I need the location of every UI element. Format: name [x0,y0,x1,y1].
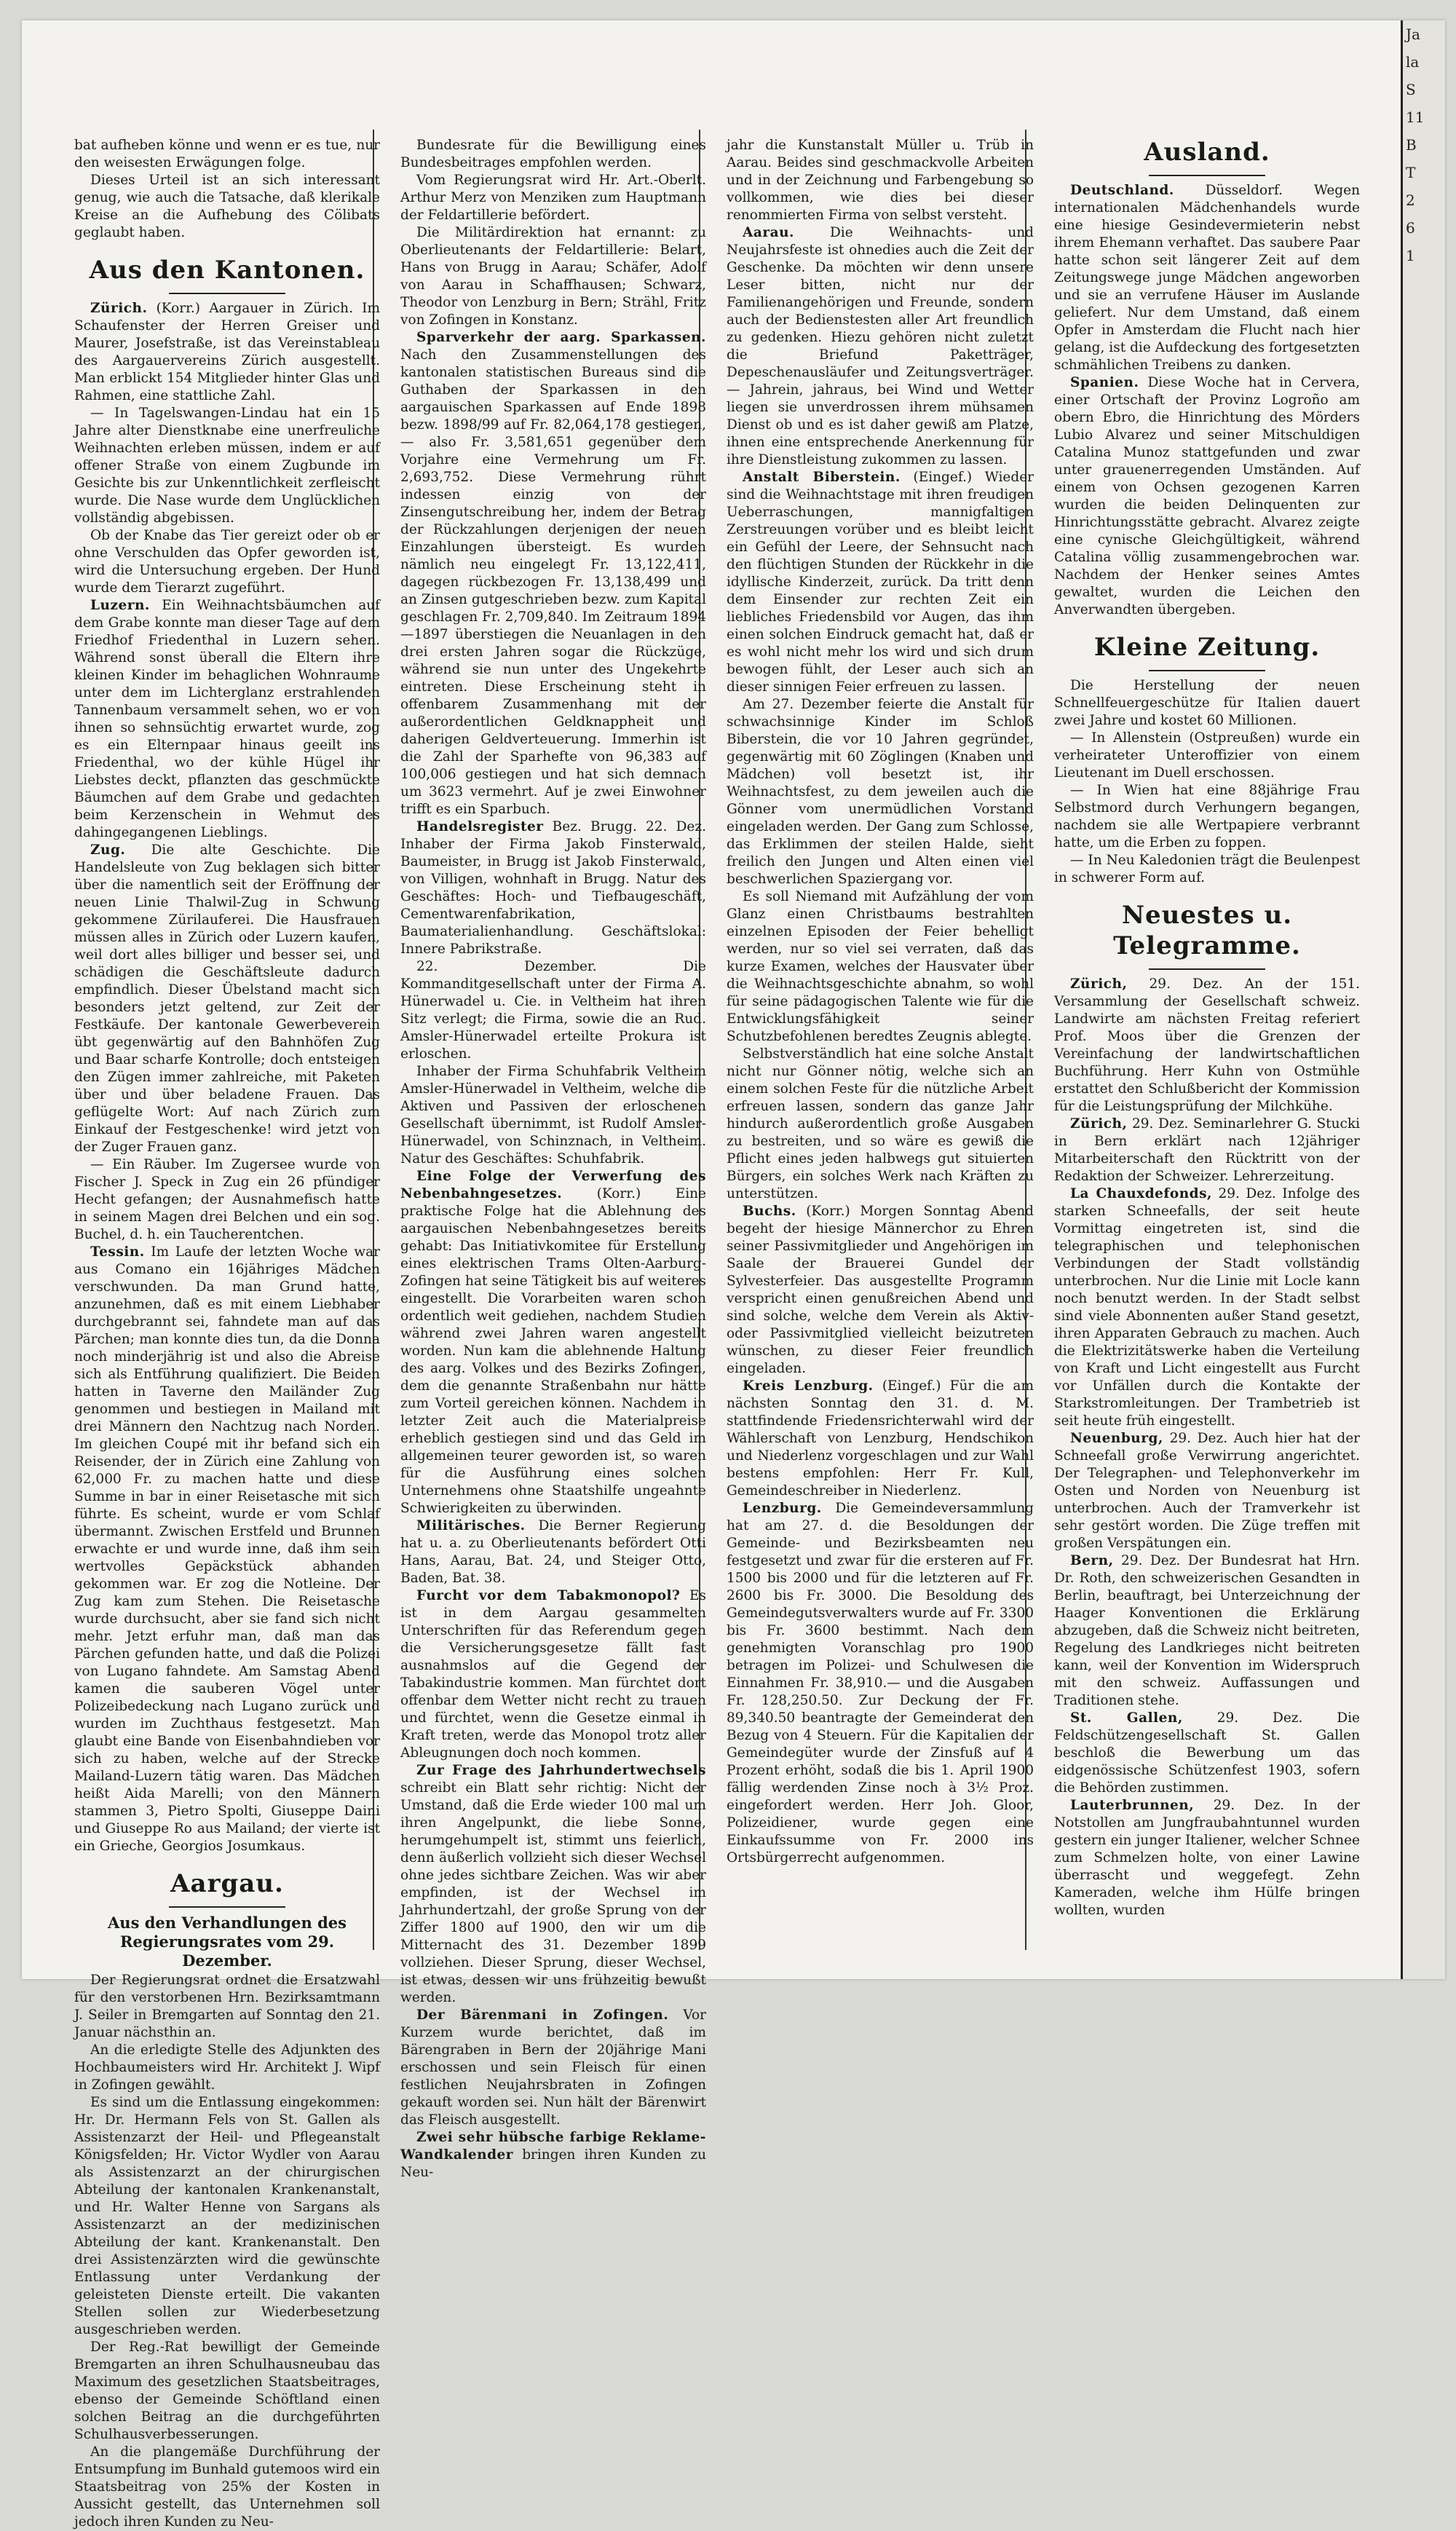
article [400,958,706,1063]
paragraph: — In Allenstein (Ostpreußen) wurde ein verheirateter Unteroffizier von einem Lieutenant im Duell erschossen. [1054,730,1360,781]
article-text: Ein Weihnachtsbäumchen auf dem Grabe konnte man dieser Tage auf dem Friedhof Friedenthal in Luzern sehen. Während sonst überall die Eltern ihre kleinen Kinder im behaglichen Wohnraume unter dem im Lichterglanz erstrahlenden Tannenbaum versammelt sehen, wo er von ihnen so sehnsüchtig erwartet wurde, zog es ein Elternpaar hinaus geeilt ins Friedenthal, wo der kühle Hügel ihr Liebstes deckt, pflanzten das geschmückte Bäumchen auf dem Grabe und gedachten beim Kerzenschein in Wehmut des dahingegangenen Lieblings. [74,598,381,840]
article [1054,1116,1360,1185]
article [74,527,380,597]
article-text: 29. Dez. An der 151. Versammlung der Gesellschaft schweiz. Landwirte am nächsten Freitag referiert Prof. Moos über die Grenzen der Vereinfachung der landwirtschaftlichen Buchführung. Herr Kuhn von Ostmühle erstattet den Schlußbericht der Kommission für die Leistungsprüfung der Milchkühe. [1054,976,1360,1114]
article-keyword: Zwei sehr hübsche farbige Reklame-Wandkalender [400,2130,706,2163]
article-text: Diese Woche hat in Cervera, einer Ortschaft der Provinz Logroño am obern Ebro, die Hinrichtung des Mörders Lubio Alvarez und seiner Mitschuldigen Catalina Munoz stattgefunden und zwar unter grauenerregenden Umständen. Auf einem von Ochsen gezogenen Karren wurden die beiden Delinquenten zur Hinrichtungsstätte gebracht. Alvarez zeigte eine cynische Gleichgültigkeit, während Catalina völlig zusammengebrochen war. Nachdem der Henker seines Amtes gewaltet, wurden die Leichen den Anverwandten übergeben. [1054,375,1360,617]
paragraph: 6 [1406,219,1415,237]
article-text: Die Gemeindeversammlung hat am 27. d. die Besoldungen der Gemeinde- und Bezirksbeamten neu festgesetzt und zwar für die ersteren auf Fr. 1500 bis 2000 und für die letzteren auf Fr. 2600 bis Fr. 3000. Die Besoldung des Gemeindegutsverwalters wurde auf Fr. 3300 bis Fr. 3600 bestimmt. Nach dem genehmigten Voranschlag pro 1900 betragen im Polizei- und Schulwesen die Einnahmen Fr. 38,910.— und die Ausgaben Fr. 128,250.50. Zur Deckung der Fr. 89,340.50 beantragte der Gemeinderat den Bezug von 4 Steuern. Für die Kapitalien der Gemeindegüter wurde der Zinsfuß auf 4 Prozent erhöht, sodaß die bis 1. April 1900 fällig werdenden Zinse noch à 3½ Proz. eingefordert werden. Herr Joh. Gloor, Polizeidiener, wurde gegen eine Einkaufssumme von Fr. 2000 ins Ortsbürgerrecht aufgenommen. [727,1501,1034,1865]
article-keyword: Zürich. [90,301,148,316]
article [74,405,380,527]
paragraph: Die Herstellung der neuen Schnellfeuergeschütze für Italien dauert zwei Jahre und kostet 60 Millionen. [1054,678,1360,728]
article [1054,1710,1360,1797]
article-keyword: Eine Folge der Verwerfung des Nebenbahngesetzes. [400,1169,706,1201]
article [1054,374,1360,619]
paragraph: Vom Regierungsrat wird Hr. Art.-Oberlt. Arthur Merz von Menziken zum Hauptmann der Feldartillerie befördert. [400,173,706,223]
article-text: 29. Dez. In der Notstollen am Jungfraubahntunnel wurden gestern ein junger Italiener, welcher Schnee zum Schmelzen holte, von einer Lawine überrascht und weggefegt. Zehn Kameraden, welche ihm Hülfe bringen wollten, wurden [1054,1798,1360,1918]
article-list [74,300,380,1855]
article-text: schreibt ein Blatt sehr richtig: Nicht der Umstand, daß die Erde wieder 100 mal um ihren Angelpunkt, die liebe Sonne, herumgehumpelt ist, stimmt uns feierlich, denn äußerlich vollzieht sich dieser Wechsel ohne jedes sichtbare Zeichen. Was wir aber empfinden, ist der Wechsel im Jahrhundertzahl, der große Sprung von der Ziffer 1800 auf 1900, den wir um die Mitternacht des 31. Dezember 1899 vollziehen. Dieser Sprung, dieser Wechsel, ist etwas, dessen wir uns frühzeitig bewußt werden. [400,1780,706,2005]
article [74,1156,380,1244]
paragraph: Ja [1406,25,1420,43]
paragraph: 2 [1406,191,1415,209]
article [400,1517,706,1587]
article-text: Die Berner Regierung hat u. a. zu Oberlieutenants befördert Otti Hans, Aarau, Bat. 24, und Steiger Otto, Baden, Bat. 38. [400,1518,706,1586]
article-keyword: Neuenburg, [1070,1431,1163,1446]
article [727,1203,1034,1378]
article [400,818,706,958]
article-text: Ob der Knabe das Tier gereizt oder ob er ohne Verschulden das Opfer geworden ist, wird die Untersuchung ergeben. Der Hund wurde dem Tierarzt zugeführt. [74,528,380,596]
article-keyword: Der Bärenmani in Zofingen. [416,2007,669,2023]
article-keyword: Luzern. [90,598,150,613]
subheading: Aus den Verhandlungen des Regierungsrates vom 29. Dezember. [108,1914,347,1970]
article-text: Bez. Brugg. 22. Dez. Inhaber der Firma Jakob Finsterwald, Baumeister, in Brugg ist Jakob Finsterwald, von Villigen, wohnhaft in Brugg. Natur des Geschäftes: Hoch- und Tiefbaugeschäft, Cementwarenfabrikation, Baumaterialienhandlung. Geschäftslokal: Innere Pabrikstraße. [400,819,706,957]
article [400,1063,706,1168]
heading-rule [1149,968,1265,970]
article [400,1168,706,1517]
article-text: — Ein Räuber. Im Zugersee wurde von Fischer J. Speck in Zug ein 26 pfündiger Hecht gefangen; der Ausnahmefisch hatte in seinem Magen drei Belchen und ein sog. Buchel, d. h. ein Taucherentchen. [74,1157,380,1242]
article [727,696,1034,888]
article-text: Nach den Zusammenstellungen des kantonalen statistischen Bureaus sind die Guthaben der Sparkassen in den aargauischen Sparkassen auf Ende 1898 bezw. 1898/99 auf Fr. 82,064,178 gestiegen, — also Fr. 3,581,651 gegenüber dem Vorjahre eine Vermehrung um Fr. 2,693,752. Diese Vermehrung rührt indessen einzig von der Zinsengutschreibung her, indem der Betrag der Rückzahlungen derjenigen der neuen Einzahlungen übersteigt. Es wurden nämlich neu eingelegt Fr. 13,122,411, dagegen rückbezogen Fr. 13,138,499 und an Zinsen gutgeschrieben bezw. zum Kapital geschlagen Fr. 2,709,840. Im Zeitraum 1894—1897 überstiegen die Neuanlagen in den drei ersten Jahren sogar die Rückzüge, während sie nun unter des Ungekehrte eintreten. Diese Erscheinung steht in offenbarem Zusammenhang mit der außerordentlichen Geldknappheit und daherigen Geldverteuerung. Immerhin ist die Zahl der Sparhefte von 96,383 auf 100,006 gestiegen und hat sich demnach um 3623 vermehrt. Auf je zwei Einwohner trifft es ein Sparbuch. [400,347,706,817]
article-text: 29. Dez. Der Bundesrat hat Hrn. Dr. Roth, den schweizerischen Gesandten in Berlin, beauftragt, bei Unterzeichnung der Haager Konventionen die Erklärung abzugeben, daß die Schweiz nicht beitreten, Regelung des Landkrieges nicht beitreten kann, weil der Konvention im Widerspruch mit den schweiz. Auffassungen und Traditionen stehe. [1054,1553,1360,1708]
section-heading: Ausland. [1144,138,1270,167]
article-list [727,224,1034,1867]
section-heading: Kleine Zeitung. [1093,633,1321,662]
article-text: bringen ihren Kunden zu Neu- [400,2147,706,2180]
column-1 [74,137,381,2530]
article [1054,1430,1360,1552]
item-list [1054,677,1360,887]
section-heading: Aargau. [170,1869,284,1898]
paragraph: jahr die Kunstanstalt Müller u. Trüb in Aarau. Beides sind geschmackvolle Arbeiten und in der Zeichnung und Farbengebung so vollkommen, wie dies bei dieser renommierten Firma von selbst versteht. [727,138,1034,223]
article-keyword: Sparverkehr der aarg. Sparkassen. [416,330,706,345]
article-text: 22. Dezember. Die Kommanditgesellschaft unter der Firma A. Hünerwadel u. Cie. in Veltheim hat ihren Sitz verlegt; die Firma, sowie die an Rud. Amsler-Hünerwadel erteilte Prokura ist erloschen. [400,959,706,1062]
article-text: Die Weihnachts- und Neujahrsfeste ist ohnedies auch die Zeit der Geschenke. Da möchten wir denn unsere Leser bitten, nicht nur der Familienangehörigen und Freunde, sondern auch der Bedienstesten aller Art freundlich zu gedenken. Hiezu gehören nicht zuletzt die Briefund Paketträger, Depeschenausläufer und Zeitungsverträger. — Jahrein, jahraus, bei Wind und Wetter liegen sie unverdrossen ihrem mühsamen Dienst ob und es ist daher gewiß am Platze, ihnen eine entsprechende Anerkennung für ihre Dienstleistung zukommen zu lassen. [727,225,1034,467]
article-text: — In Tagelswangen-Lindau hat ein 15 Jahre alter Dienstknabe eine unerfreuliche Weihnachten erleben müssen, indem er auf offener Straße von einem Zugbunde im Gesichte bis zur Unkenntlichkeit zerfleischt wurde. Die Nase wurde dem Unglücklichen vollständig abgebissen. [74,406,380,526]
heading-rule [1149,670,1265,671]
article-keyword: Kreis Lenzburg. [743,1378,874,1394]
article [400,329,706,818]
article-text: Inhaber der Firma Schuhfabrik Veltheim Amsler-Hünerwadel in Veltheim, welche die Aktiven und Passiven der erloschenen Gesellschaft übernimmt, ist Rudolf Amsler-Hünerwadel, von Schinznach, in Veltheim. Natur des Geschäftes: Schuhfabrik. [400,1064,706,1166]
article [74,842,380,1156]
article-text: Selbstverständlich hat eine solche Anstalt nicht nur Gönner nötig, welche sich an einem solchen Feste für die nützliche Arbeit erfreuen lassen, sondern das ganze Jahr hindurch außerordentlich große Ausgaben zu bestreiten, und so wäre es gewiß die Pflicht eines jeden halbwegs gut situierten Bürgers, ein solches Werk nach Kräften zu unterstützen. [727,1046,1034,1201]
article [74,300,380,405]
article-keyword: Lenzburg. [743,1501,822,1516]
article-text: (Eingef.) Für die am nächsten Sonntag den 31. d. M. stattfindende Friedensrichterwahl wird der Wählerschaft von Lenzburg, Hendschikon und Niederlenz vorgeschlagen und zur Wahl bestens empfohlen: Herr Fr. Kull, Gemeindeschreiber in Niederlenz. [727,1378,1034,1499]
column-3 [727,137,1034,1950]
heading-rule [169,293,285,294]
paragraph: Der Reg.-Rat bewilligt der Gemeinde Bremgarten an ihren Schulhausneubau das Maximum des gesetzlichen Staatsbeitrages, ebenso der Gemeinde Schöftland einen solchen Beitrag an die durchgeführten Schulhausverbesserungen. [74,2340,380,2442]
article [400,1587,706,1762]
article-text: Am 27. Dezember feierte die Anstalt für schwachsinnige Kinder im Schloß Biberstein, die vor 10 Jahren gegründet, gegenwärtig mit 60 Zöglingen (Knaben und Mädchen) voll besetzt ist, ihr Weihnachtsfest, zu dem jeweilen auch die Gönner vom unermüdlichen Vorstand eingeladen werden. Der Gang zum Schlosse, das Erklimmen der steilen Halde, sieht freilich den Jungen und Alten einen viel beschwerlichen Spaziergang vor. [727,697,1034,887]
article-text: Es soll Niemand mit Aufzählung der vom Glanz einen Christbaums bestrahlten einzelnen Episoden der Feier behelligt werden, nur so viel sei verraten, daß das kurze Examen, welches der Hausvater über die Weihnachtsgeschichte abnahm, so wohl für seine pädagogischen Talente wie für die Entwicklungsfähigkeit seiner Schutzbefohlenen beredtes Zeugnis ablegte. [727,889,1034,1044]
article [1054,1185,1360,1430]
paragraph: Die Militärdirektion hat ernannt: zu Oberlieutenants der Feldartillerie: Belart, Hans von Brugg in Aarau; Schäfer, Adolf von Aarau in Schaffhausen; Schwarz, Theodor von Lenzburg in Bern; Strähl, Fritz von Zofingen in Konstanz. [400,225,706,328]
article [727,1046,1034,1203]
column-2 [400,137,706,2180]
article-keyword: Anstalt Biberstein. [743,470,901,485]
heading-rule [169,1906,285,1908]
article [727,888,1034,1046]
article-keyword: Zürich, [1070,976,1128,992]
article [400,2129,706,2181]
article-keyword: Buchs. [743,1204,796,1219]
article-keyword: Zur Frage des Jahrhundertwechsels [416,1763,706,1778]
article-list [1054,182,1360,619]
article [727,1500,1034,1867]
article-keyword: La Chauxdefonds, [1070,1186,1212,1201]
edge-text [1403,20,1445,269]
paragraph: An die erledigte Stelle des Adjunkten des Hochbaumeisters wird Hr. Architekt J. Wipf in Zofingen gewählt. [74,2042,380,2093]
article-text: (Korr.) Aargauer in Zürich. Im Schaufenster der Herren Greiser und Maurer, Josefstraße, ist das Vereinstableau des Aargauervereins Zürich ausgestellt. Man erblickt 154 Mitglieder hinter Glas und Rahmen, eine stattliche Zahl. [74,301,380,403]
paragraph: An die plangemäße Durchführung der Entsumpfung im Bunhald gutemoos wird ein Staatsbeitrag von 25% der Kosten in Aussicht gestellt, das Unternehmen soll jedoch ihren Kunden zu Neu- [74,2444,380,2530]
article-keyword: Tessin. [90,1244,145,1260]
paragraph: T [1406,164,1416,181]
section-heading: Aus den Kantonen. [89,256,365,285]
paragraph: Der Regierungsrat ordnet die Ersatzwahl für den verstorbenen Hrn. Bezirksamtmann J. Seiler in Bremgarten auf Sonntag den 21. Januar nächsthin an. [74,1973,380,2040]
article-text: Es ist in dem Aargau gesammelten Unterschriften für das Referendum gegen die Versicherungsgesetze fällt fast ausnahmslos auf die Gegend der Tabakindustrie kommen. Man fürchtet dort offenbar dem Wetter nicht recht zu trauen und fürchtet, wenn die Gesetze einmal in Kraft treten, werde das Monopol trotz aller Ableugnungen doch noch kommen. [400,1588,706,1761]
article [727,1378,1034,1500]
adjacent-page-strip [1401,20,1445,1979]
newspaper-page [22,20,1445,2530]
article-keyword: Spanien. [1070,375,1139,390]
paragraph: S [1406,81,1416,98]
article [400,2007,706,2129]
article-keyword: Zürich, [1070,1116,1128,1132]
paragraph: B [1406,136,1417,154]
article-keyword: Aarau. [743,225,794,240]
article-keyword: St. Gallen, [1070,1710,1183,1726]
article-text: 29. Dez. Auch hier hat der Schneefall große Verwirrung angerichtet. Der Telegraphen- und Telephonverkehr im Osten und Norden von Neuenburg ist unterbrochen. Auch der Tramverkehr ist sehr gestört worden. Die Züge treffen mit großen Verspätungen ein. [1054,1431,1360,1551]
article-text: Vor Kurzem wurde berichtet, daß im Bärengraben in Bern der 20jährige Mani erschossen und sein Fleisch für einen festlichen Neujahrsbraten in Zofingen gekauft worden sei. Nun hält der Bärenwirt das Fleisch ausgestellt. [400,2007,706,2128]
item-list [400,137,706,329]
paragraph: Es sind um die Entlassung eingekommen: Hr. Dr. Hermann Fels von St. Gallen als Assistenzarzt der Heil- und Pflegeanstalt Königsfelden; Hr. Victor Wydler von Aarau als Assistenzarzt an der chirurgischen Abteilung der kantonalen Krankenanstalt, und Hr. Walter Henne von Sargans als Assistenzarzt an der medizinischen Abteilung der kant. Krankenanstalt. Den drei Assistenzärzten wird die gewünschte Entlassung unter Verdankung der geleisteten Dienste erteilt. Die vakanten Stellen sollen zur Wiederbesetzung ausgeschrieben werden. [74,2095,380,2337]
article [727,224,1034,469]
article [74,1244,380,1855]
paragraph: bat aufheben könne und wenn er es tue, nur den weisesten Erwägungen folge. [74,138,380,170]
article-keyword: Zug. [90,842,126,858]
article [74,597,380,842]
article [1054,1797,1360,1919]
article-keyword: Bern, [1070,1553,1114,1568]
column-4 [1054,137,1360,1950]
article-keyword: Lauterbrunnen, [1070,1798,1195,1813]
article-text: (Korr.) Eine praktische Folge hat die Ablehnung des aargauischen Nebenbahngesetzes bereits gehabt: Das Initiativkomitee für Erstellung eines elektrischen Trams Olten-Aarburg-Zofingen hat seine Tätigkeit bis auf weiteres eingestellt. Die Vorarbeiten waren schon ordentlich weit gediehen, nachdem Studien während zwei Jahren waren angestellt worden. Nun kam die ablehnende Haltung des aarg. Volkes und des Bezirks Zofingen, dem die genannte Straßenbahn nur hätte zum Vorteil gereichen können. Nachdem in letzter Zeit auch die Materialpreise erheblich gestiegen sind und das Geld im allgemeinen teurer geworden ist, so waren für die Ausführung eines solchen Unternehmens ohne Staatshilfe ungeahnte Schwierigkeiten zu überwinden. [400,1186,706,1516]
article-text: Die alte Geschichte. Die Handelsleute von Zug beklagen sich bitter über die namentlich seit der Eröffnung der neuen Linie Thalwil-Zug in Schwung gekommene Zürilauferei. Die Hausfrauen müssen alles in Zürich oder Luzern kaufen, weil dort alles billiger und besser sei, und schädigen die Geschäftsleute dadurch empfindlich. Dieser Übelstand macht sich besonders jetzt geltend, zur Zeit der Festkäufe. Der kantonale Gewerbeverein übt gegenwärtig auf den Bahnhöfen Zug und Baar scharfe Kontrolle; doch entsteigen den Zügen immer zahlreiche, mit Paketen über und über beladene Frauen. Das geflügelte Wort: Auf nach Zürich zum Einkauf der Festgeschenke! wird jetzt von der Zuger Frauen ganz. [74,842,380,1155]
paragraph: 11 [1406,108,1425,126]
heading-rule [1149,175,1265,176]
article-text: (Eingef.) Wieder sind die Weihnachtstage mit ihren freudigen Ueberraschungen, mannigfaltigen Zerstreuungen vorüber und es bleibt leicht ein Gefühl der Leere, der Sehnsucht nach den flüchtigen Stunden der Rückkehr in die idyllische Kinderzeit, zurück. Da tritt denn dem Einsender zur rechten Zeit ein liebliches Friedensbild vor Augen, das ihm einen solchen Eindruck gemacht hat, daß er es wohl nicht mehr los wird und sich drum bewogen fühlt, der Leser auch sich an dieser sinnigen Feier erfreuen zu lassen. [727,470,1034,695]
article-text: Im Laufe der letzten Woche war aus Comano ein 16jähriges Mädchen verschwunden. Da man Grund hatte, anzunehmen, daß es mit einem Liebhaber durchgebrannt sei, fahndete man auf das Pärchen; man konnte dies tun, da die Donna noch minderjährig ist und also die Abreise sich als Entführung qualifiziert. Die Beiden hatten in Taverne den Mailänder Zug genommen und bestiegen in Mailand mit drei Männern den Nachtzug nach Norden. Im gleichen Coupé mit ihr befand sich ein Reisender, der in Zürich eine Zahlung von 62,000 Fr. zu machen hatte und diese Summe in bar in einer Reisetasche mit sich führte. Es scheint, wurde er vom Schlaf übermannt. Zwischen Erstfeld und Brunnen erwachte er und wurde inne, daß ihm sein wertvolles Gepäckstück abhanden gekommen war. Er zog die Notleine. Der Zug kam zum Stehen. Die Reisetasche wurde durchsucht, aber sie fand sich nicht mehr. Jetzt erfuhr man, daß man das Pärchen gefunden hatte, und daß die Polizei von Lugano fahndete. Am Samstag Abend kamen die sauberen Vögel unter Polizeibedeckung nach Lugano zurück und wurden im Zuchthaus festgesetzt. Man glaubt eine Bande von Eisenbahndieben vor sich zu haben, welche auf der Strecke Mailand-Luzern tätig waren. Das Mädchen heißt Aida Marelli; von den Männern stammen 3, Pietro Spolti, Giuseppe Daini und Giuseppe Ro aus Mailand; der vierte ist ein Grieche, Georgios Josumkaus. [74,1244,380,1854]
paragraph: Dieses Urteil ist an sich interessant genug, wie auch die Tatsache, daß klerikale Kreise an die Aufhebung des Cölibats geglaubt haben. [74,173,380,240]
article-text: (Korr.) Morgen Sonntag Abend begeht der hiesige Männerchor zu Ehren seiner Passivmitglieder und Angehörigen im Saale der Brauerei Gundel der Sylvesterfeier. Das ausgestellte Programm verspricht einen genußreichen Abend und sind solche, welche dem Verein als Aktiv- oder Passivmitglied vielleicht beizutreten wünschen, zu dieser Feier freundlich eingeladen. [727,1204,1034,1376]
paragraph: 1 [1406,247,1415,264]
article-text: 29. Dez. Die Feldschützengesellschaft St. Gallen beschloß die Bewerbung um das eidgenössische Schützenfest 1903, sofern die Behörden zustimmen. [1054,1710,1360,1796]
article [1054,1552,1360,1710]
telegram-list [1054,976,1360,1919]
paragraph: la [1406,53,1420,71]
paragraph: — In Neu Kaledonien trägt die Beulenpest in schwerer Form auf. [1054,853,1360,885]
article-text: Düsseldorf. Wegen internationalen Mädchenhandels wurde eine hiesige Gesindevermieterin nebst ihrem Ehemann verhaftet. Das saubere Paar hatte schon seit längerer Zeit auf dem Zeitungswege junge Mädchen angeworben und sie an verrufene Häuser im Auslande geliefert. Nur dem Umstand, daß einem Opfer in Amsterdam die Flucht nach hier gelang, ist die Aufdeckung des fortgesetzten schmählichen Treibens zu danken. [1054,183,1360,373]
article-text: 29. Dez. Seminarlehrer G. Stucki in Bern erklärt nach 12jähriger Mitarbeiterschaft den Rücktritt von der Redaktion der Schweizer. Lehrerzeitung. [1054,1116,1360,1184]
article-keyword: Handelsregister [416,819,544,834]
paragraph: Bundesrate für die Bewilligung eines Bundesbeitrages empfohlen werden. [400,138,706,170]
article-list [400,329,706,2181]
item-list [74,1972,380,2531]
article-text: 29. Dez. Infolge des starken Schneefalls, der seit heute Vormittag eingetreten ist, sind die telegraphischen und telephonischen Verbindungen der Stadt vollständig unterbrochen. Nur die Linie mit Locle kann noch benutzt werden. In der Stadt selbst sind viele Abonnenten außer Stand gesetzt, ihren Apparaten Gebrauch zu machen. Auch die Elektrizitätswerke haben die Verteilung von Kraft und Licht eingestellt aus Furcht vor Unfällen durch die Kontakte der Starkstromleitungen. Der Trambetrieb ist seit heute früh eingestellt. [1054,1186,1361,1429]
article-keyword: Militärisches. [416,1518,526,1533]
article [400,1762,706,2007]
article-keyword: Deutschland. [1070,183,1174,198]
article [1054,976,1360,1116]
article [727,469,1034,696]
section-heading: Neuestes u. Telegramme. [1113,901,1301,960]
article [1054,182,1360,374]
paragraph: — In Wien hat eine 88jährige Frau Selbstmord durch Verhungern begangen, nachdem sie alle Wertpapiere verbrannt hatte, um die Erben zu foppen. [1054,783,1360,850]
article-keyword: Furcht vor dem Tabakmonopol? [416,1588,681,1603]
